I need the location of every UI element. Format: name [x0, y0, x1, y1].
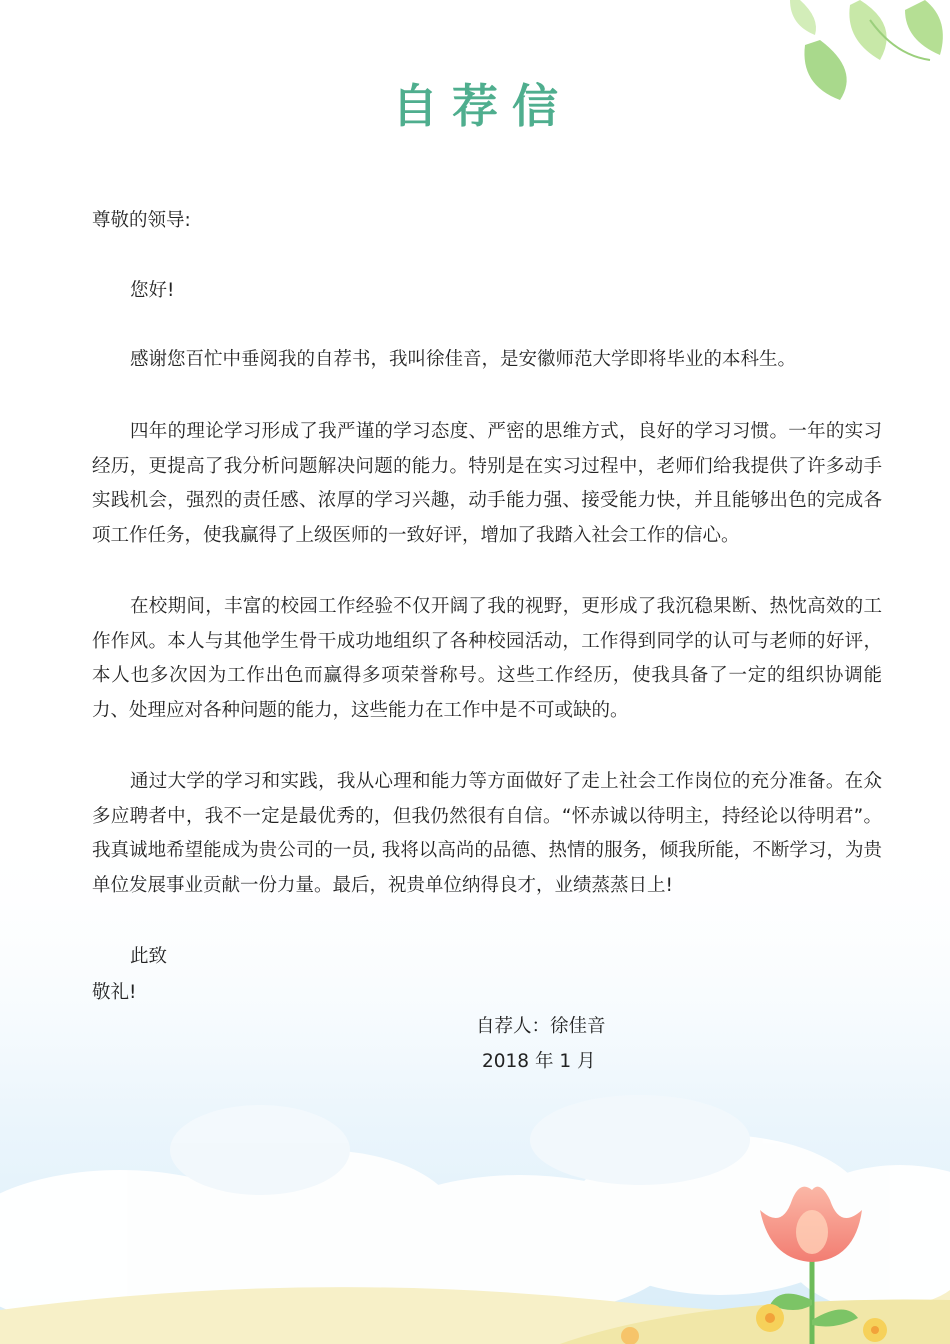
signer: 自荐人：徐佳音 [476, 1016, 606, 1037]
salutation: 尊敬的领导: [92, 210, 191, 231]
paragraph-intro: 感谢您百忙中垂阅我的自荐书，我叫徐佳音，是安徽师范大学即将毕业的本科生。 [130, 349, 797, 370]
page-title: 自荐信 [392, 79, 572, 133]
paragraph-study: 四年的理论学习形成了我严谨的学习态度、严密的思维方式，良好的学习习惯。一年的实习经历，更提高了我分析问题解决问题的能力。特别是在实习过程中，老师们给我提供了许多动手实践机会，强烈的责任感、浓厚的学习兴趣，动手能力强、接受能力快，并且能够出色的完成各项工作任务，使我赢得了上级医师的一致好评，增加了我踏入社会工作的信心。 [92, 421, 882, 546]
closing-line-1: 此致 [130, 946, 168, 967]
paragraph-campus: 在校期间，丰富的校园工作经验不仅开阔了我的视野，更形成了我沉稳果断、热忱高效的工作作风。本人与其他学生骨干成功地组织了各种校园活动，工作得到同学的认可与老师的好评，本人也多次因为工作出色而赢得多项荣誉称号。这些工作经历，使我具备了一定的组织协调能力、处理应对各种问题的能力，这些能力在工作中是不可或缺的。 [92, 596, 882, 721]
closing-line-2: 敬礼! [92, 982, 137, 1003]
sign-date: 2018 年 1 月 [482, 1051, 596, 1072]
greeting: 您好! [130, 280, 175, 301]
paragraph-conclusion: 通过大学的学习和实践，我从心理和能力等方面做好了走上社会工作岗位的充分准备。在众多应聘者中，我不一定是最优秀的，但我仍然很有自信。“怀赤诚以待明主，持经论以待明君”。我真诚地希望能成为贵公司的一员, 我将以高尚的品德、热情的服务，倾我所能，不断学习，为贵单位发展事业贡献一份力量。最后，祝贵单位纳得良才，业绩蒸蒸日上! [92, 771, 882, 896]
